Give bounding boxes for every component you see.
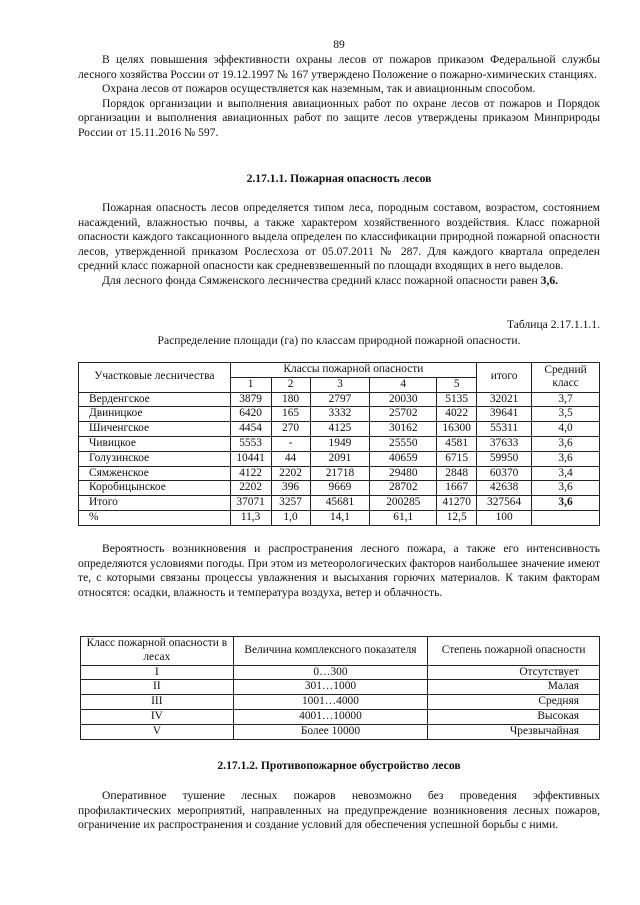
table-cell: V: [81, 724, 234, 739]
table-cell: 200285: [370, 496, 437, 511]
paragraph: Оперативное тушение лесных пожаров невозможно без проведения эффективных профилактических мероприятий, направленных на предупреждение возникновения лесных пожаров, ограничение их распространения и создание условий для обеспечения успешной борьбы с ними.: [78, 789, 600, 832]
forestry-name: Чивицкое: [79, 436, 231, 451]
table-cell: 9669: [310, 481, 370, 496]
table-caption: Распределение площади (га) по классам природной пожарной опасности.: [157, 334, 521, 347]
table-cell: 6715: [437, 451, 477, 466]
forestry-name: Коробицынское: [79, 481, 231, 496]
table-cell: 61,1: [370, 510, 437, 525]
table-row: [79, 436, 600, 451]
table-cell: 3,4: [532, 466, 600, 481]
header-avg: Средний класс: [532, 363, 600, 393]
table-cell: 4022: [437, 407, 477, 422]
table-cell: 2202: [230, 481, 271, 496]
table-cell: 44: [271, 451, 310, 466]
table-cell: 165: [271, 407, 310, 422]
table-row: [81, 709, 600, 724]
section-heading: 2.17.1.1. Пожарная опасность лесов: [246, 172, 432, 185]
table-cell: 327564: [477, 496, 532, 511]
table-cell: -: [271, 436, 310, 451]
table-cell: 4001…10000: [233, 709, 428, 724]
table-cell: 5135: [437, 392, 477, 407]
table-row: [79, 496, 600, 511]
table-cell: 3,6: [532, 481, 600, 496]
forestry-name: Шиченгское: [79, 422, 231, 437]
header-classes: Классы пожарной опасности: [230, 363, 477, 378]
table-cell: 5553: [230, 436, 271, 451]
table-cell: 25702: [370, 407, 437, 422]
paragraph: Вероятность возникновения и распространения лесного пожара, а также его интенсивность определяются условиями погоды. При этом из метеорологических факторов наибольшее значение имеют те, с которыми связаны процессы увлажнения и высыхания горючих материалов. К таким факторам относятся: осадки, влажность и температура воздуха, ветер и облачность.: [78, 542, 600, 599]
paragraph: Охрана лесов от пожаров осуществляется как наземным, так и авиационным способом.: [102, 82, 536, 96]
table-cell: 4581: [437, 436, 477, 451]
table-cell: 3879: [230, 392, 271, 407]
table-cell: 3,6: [532, 496, 600, 511]
header-total: итого: [477, 363, 532, 393]
table-cell: 270: [271, 422, 310, 437]
summary-line: [78, 274, 600, 289]
table-cell: 4,0: [532, 422, 600, 437]
table-cell: 2202: [271, 466, 310, 481]
paragraph: Порядок организации и выполнения авиационных работ по охране лесов от пожаров и Порядок организации и выполнения авиационных работ по защите лесов утверждены приказом Минприроды России от 15.11.2016 № 597.: [78, 96, 600, 139]
table-row: [79, 451, 600, 466]
table-cell: I: [81, 665, 234, 680]
table-cell: 39641: [477, 407, 532, 422]
table-cell: 4454: [230, 422, 271, 437]
table-row: [79, 392, 600, 407]
summary-text: Для лесного фонда Сямженского лесничества средний класс пожарной опасности равен: [102, 273, 541, 287]
summary-value: 3,6.: [540, 273, 559, 287]
table-cell: Малая: [428, 680, 600, 695]
header-degree: Степень пожарной опасности: [428, 637, 600, 666]
forestry-name: Верденгское: [79, 392, 231, 407]
table-cell: 20030: [370, 392, 437, 407]
table-row: [81, 665, 600, 680]
table-cell: 37633: [477, 436, 532, 451]
table-cell: 1001…4000: [233, 695, 428, 710]
table-cell: 42638: [477, 481, 532, 496]
table-cell: 2091: [310, 451, 370, 466]
table-cell: IV: [81, 709, 234, 724]
table-cell: 4125: [310, 422, 370, 437]
weather-text: [78, 542, 600, 600]
header-forestry: Участковые лесничества: [79, 363, 231, 393]
table-cell: 45681: [310, 496, 370, 511]
table-row: [79, 466, 600, 481]
table-cell: Средняя: [428, 695, 600, 710]
table-cell: Высокая: [428, 709, 600, 724]
forestry-name: Итого: [79, 496, 231, 511]
class-number: 5: [437, 377, 477, 392]
class-number: 2: [271, 377, 310, 392]
table-cell: Чрезвычайная: [428, 724, 600, 739]
table-label: Таблица 2.17.1.1.1.: [506, 318, 600, 331]
class-number: 3: [310, 377, 370, 392]
forestry-name: Голузинское: [79, 451, 231, 466]
table-row: [79, 422, 600, 437]
table-cell: 16300: [437, 422, 477, 437]
table-cell: 11,3: [230, 510, 271, 525]
fire-danger-scale-table: [80, 636, 600, 740]
section-text: [78, 789, 600, 833]
table-cell: 301…1000: [233, 680, 428, 695]
table-cell: 37071: [230, 496, 271, 511]
table-cell: 3257: [271, 496, 310, 511]
table-cell: 1949: [310, 436, 370, 451]
table-cell: 41270: [437, 496, 477, 511]
table-cell: 3,5: [532, 407, 600, 422]
table-cell: 14,1: [310, 510, 370, 525]
table-cell: 59950: [477, 451, 532, 466]
table-row: [79, 510, 600, 525]
table-cell: 180: [271, 392, 310, 407]
table-cell: 32021: [477, 392, 532, 407]
table-cell: 396: [271, 481, 310, 496]
table-cell: 21718: [310, 466, 370, 481]
table-cell: 1,0: [271, 510, 310, 525]
table-cell: 25550: [370, 436, 437, 451]
table-cell: Более 10000: [233, 724, 428, 739]
class-number: 4: [370, 377, 437, 392]
table-cell: 4122: [230, 466, 271, 481]
table-cell: 40659: [370, 451, 437, 466]
table-cell: 60370: [477, 466, 532, 481]
header-index: Величина комплексного показателя: [233, 637, 428, 666]
header-class: Класс пожарной опасности в лесах: [81, 637, 234, 666]
intro-text: [78, 53, 600, 141]
class-number: 1: [230, 377, 271, 392]
table-cell: 28702: [370, 481, 437, 496]
forestry-name: Сямженское: [79, 466, 231, 481]
table-cell: 3,6: [532, 436, 600, 451]
section-text: [78, 201, 600, 289]
table-cell: 30162: [370, 422, 437, 437]
paragraph: Пожарная опасность лесов определяется типом леса, породным составом, возрастом, состоянием насаждений, влажностью почвы, а также характером хозяйственного воздействия. Класс пожарной опасности каждого таксационного выдела определен по классификации природной пожарной опасности лесов, утвержденной приказом Рослесхоза от 05.07.2011 № 287. Для каждого квартала определен средний класс пожарной опасности как средневзвешенный по площади входящих в него выделов.: [78, 201, 600, 273]
table-cell: II: [81, 680, 234, 695]
table-cell: 6420: [230, 407, 271, 422]
table-cell: [532, 510, 600, 525]
table-row: [81, 724, 600, 739]
section-heading: 2.17.1.2. Противопожарное обустройство лесов: [217, 759, 461, 772]
table-row: [79, 407, 600, 422]
table-cell: 1667: [437, 481, 477, 496]
table-cell: 100: [477, 510, 532, 525]
forestry-name: Двиницкое: [79, 407, 231, 422]
table-cell: 3332: [310, 407, 370, 422]
table-cell: Отсутствует: [428, 665, 600, 680]
table-cell: 55311: [477, 422, 532, 437]
table-cell: 29480: [370, 466, 437, 481]
table-row: [79, 481, 600, 496]
table-cell: 3,6: [532, 451, 600, 466]
table-cell: III: [81, 695, 234, 710]
table-cell: 3,7: [532, 392, 600, 407]
table-row: [81, 695, 600, 710]
fire-class-table: [78, 362, 600, 526]
table-row: [81, 680, 600, 695]
table-cell: 2797: [310, 392, 370, 407]
forestry-name: %: [79, 510, 231, 525]
table-cell: 0…300: [233, 665, 428, 680]
table-cell: 2848: [437, 466, 477, 481]
paragraph: В целях повышения эффективности охраны лесов от пожаров приказом Федеральной службы лесного хозяйства России от 19.12.1997 № 167 утверждено Положение о пожарно-химических станциях.: [78, 53, 600, 81]
page-number: 89: [333, 38, 345, 51]
table-cell: 10441: [230, 451, 271, 466]
table-cell: 12,5: [437, 510, 477, 525]
